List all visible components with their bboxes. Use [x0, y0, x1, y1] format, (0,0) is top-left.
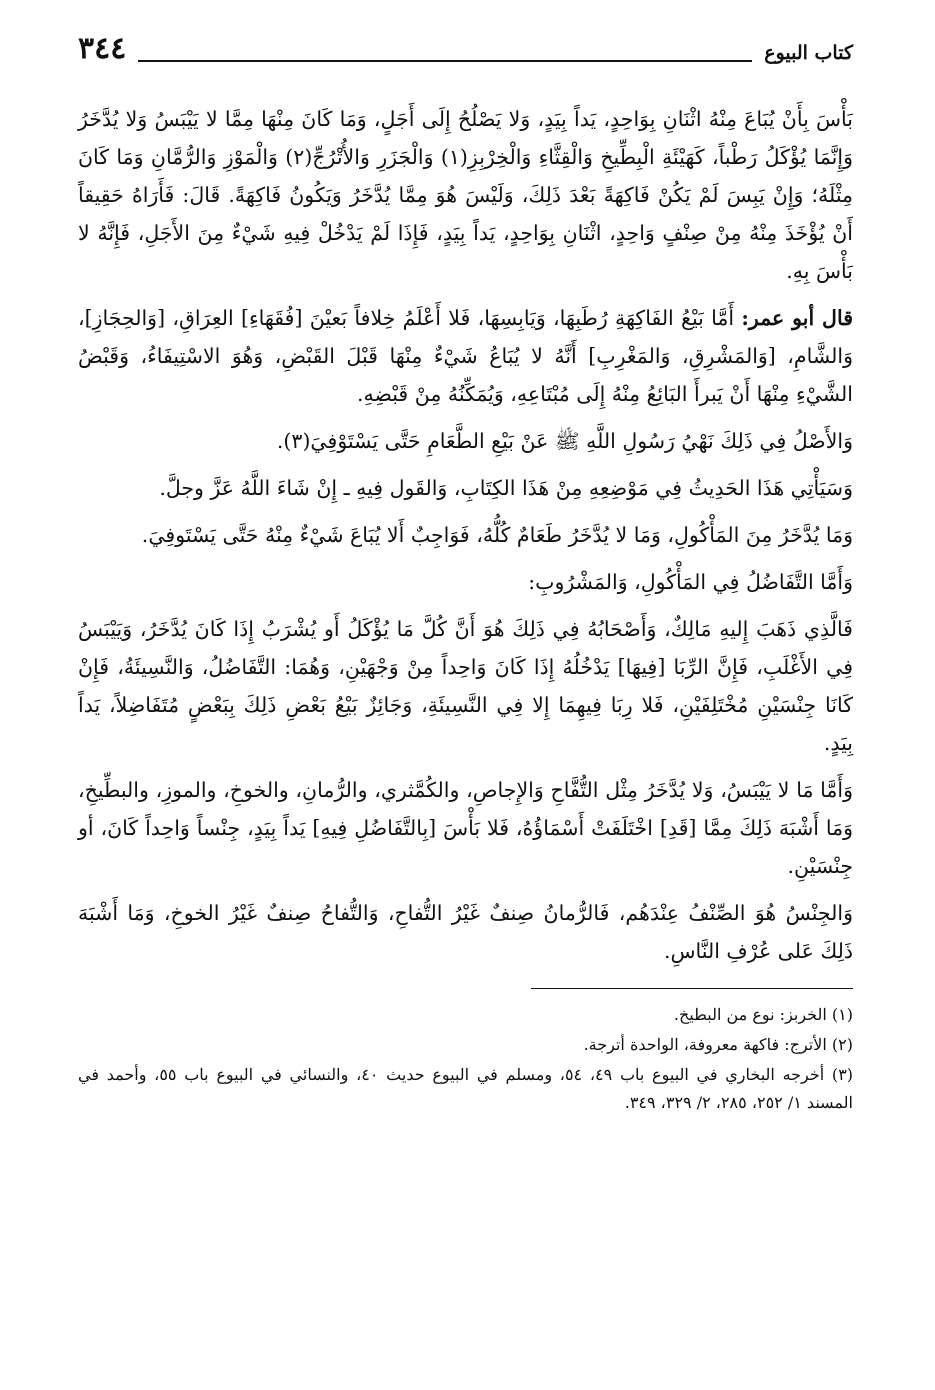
paragraph: وَأَمَّا التَّفَاضُلُ فِي المَأْكُولِ، وَالمَشْرُوبِ: — [528, 570, 853, 594]
footnote-2: (٢) الأترج: فاكهة معروفة، الواحدة أترجة. — [583, 1035, 853, 1054]
header-rule — [138, 60, 752, 62]
body-text — [78, 100, 853, 970]
footnote-1: (١) الخربز: نوع من البطيخ. — [673, 1005, 853, 1024]
paragraph: وَمَا يُدَّخَرُ مِنَ المَأْكُولِ، وَمَا لا يُدَّخَرُ طَعَامٌ كُلُّهُ، فَوَاجِبٌ أَلا يُبَاعَ شَيْءٌ مِنْهُ حَتَّى يَسْتَوفِيَ. — [141, 523, 853, 547]
footnote-separator — [531, 988, 853, 989]
paragraph: وَأَمَّا مَا لا يَيْبَسُ، وَلا يُدَّخَرُ مِثْل التُّفَّاحِ وَالإِجاصِ، والكُمَّثري، والرُّمانِ، والخوخِ، والموزِ، والبطِّيخِ، وَمَا أَشْبَهَ ذَلِكَ مِمَّا [قَدِ] اخْتَلَفَتْ أَسْمَاؤُهُ، فَلا بَأْسَ [بِالتَّفَاضُلِ فِيهِ] يَداً بِيَدٍ، جِنْساً وَاحِداً كَانَ، أو جِنْسَيْنِ. — [78, 778, 853, 878]
paragraph: وَالجِنْسُ هُوَ الصِّنْفُ عِنْدَهُم، فَالرُّمانُ صِنفٌ غَيْرُ التُّفاحِ، وَالتُّفاحُ صِنفٌ غَيْرُ الخوخِ، وَمَا أَشْبَهَ ذَلِكَ عَلى عُرْفِ النَّاسِ. — [78, 901, 853, 963]
page-number: ٣٤٤ — [78, 31, 127, 66]
running-header — [78, 30, 853, 64]
paragraph: قال أبو عمر: أَمَّا بَيْعُ الفَاكِهَةِ رُطَبِهَا، وَيَابِسِهَا، فَلا أَعْلَمُ خِلافاً بَعيْنَ [فُقَهَاءِ] العِرَاقِ، [وَالحِجَازِ]، وَالشَّامِ، [وَالمَشْرِقِ، وَالمَغْرِبِ] أَنَّهُ لا يُبَاعُ شَيْءٌ مِنْهَا قَبْلَ القَبْضِ، وَهُوَ الاسْتِيفَاءُ، وَقَبْضُ الشَّيْءِ مِنْهَا أَنْ يَبرأَ البَائِعُ مِنْهُ إِلَى مُبْتَاعِهِ، وَيُمَكِّنُهُ مِنْ قَبْضِهِ. — [78, 306, 853, 406]
footnote-3: (٣) أخرجه البخاري في البيوع باب ٤٩، ٥٤، ومسلم في البيوع حديث ٤٠، والنسائي في البيوع باب ٥٥، وأحمد في المسند ١/ ٢٥٢، ٢٨٥، ٢/ ٣٢٩، ٣٤٩. — [78, 1065, 854, 1112]
book-title: كتاب البيوع — [764, 42, 853, 64]
footnotes — [78, 1001, 853, 1117]
paragraph: فَالَّذِي ذَهَبَ إِليهِ مَالِكٌ، وَأَصْحَابُهُ فِي ذَلِكَ هُوَ أَنَّ كُلَّ مَا يُؤْكَلُ أَو يُشْرَبُ إِذَا كَانَ يُدَّخَرُ، وَيَيْبَسُ فِي الأَغْلَبِ، فَإِنَّ الرِّبَا [فِيهَا] يَدْخُلُهُ إِذَا كَانَ وَاحِداً مِنْ وَجْهَيْنِ، وَهُمَا: التَّفَاضُلُ، وَالنَّسِيئَةُ، فَإِنْ كَانَا جِنْسَيْنِ مُخْتَلِفَيْنِ، فَلا رِبَا فِيهِمَا إِلا فِي النَّسِيئَةِ، وَجَائِزٌ بَيْعُ بَعْضِ ذَلِكَ بِبَعْضٍ مُتَفَاضِلاً، يَداً بِيَدٍ. — [78, 617, 853, 755]
paragraph: وَسَيَأْتِي هَذَا الحَدِيثُ فِي مَوْضِعِهِ مِنْ هَذَا الكِتَابِ، وَالقَول فِيهِ ـ إِنْ شَاءَ اللَّهُ عَزَّ وجلَّ. — [159, 476, 853, 500]
paragraph: وَالأَصْلُ فِي ذَلِكَ نَهْيُ رَسُولِ اللَّهِ ﷺ عَنْ بَيْعِ الطَّعَامِ حَتَّى يَسْتَوْفِيَ(٣). — [276, 429, 853, 453]
speaker-lead: قال أبو عمر: — [741, 306, 853, 330]
paragraph: بَأْسَ بِأَنْ يُبَاعَ مِنْهُ اثْنَانِ بِوَاحِدٍ، يَداً بِيَدٍ، وَلا يَصْلُحُ إِلَى أَجَلٍ، وَمَا كَانَ مِنْهَا مِمَّا لا يَيْبَسُ وَلا يُدَّخَرُ وَإِنَّمَا يُؤْكَلُ رَطْباً، كَهَيْئَةِ الْبِطِّيخِ وَالْقِثَّاءِ وَالْخِرْبِزِ(١) وَالْجَزَرِ وَالأُتْرُجِّ(٢) وَالْمَوْزِ وَالرُّمَّانِ وَمَا كَانَ مِثْلَهُ؛ وَإِنْ يَبِسَ لَمْ يَكُنْ فَاكِهَةً بَعْدَ ذَلِكَ، وَلَيْسَ هُوَ مِمَّا يُدَّخَرُ وَيَكُونُ فَاكِهَةً. قَالَ: فَأَرَاهُ حَقِيقاً أَنْ يُؤْخَذَ مِنْهُ مِنْ صِنْفٍ وَاحِدٍ، اثْنَانِ بِوَاحِدٍ، يَداً بِيَدٍ، فَإِذَا لَمْ يَدْخُلْ فِيهِ شَيْءٌ مِنَ الأَجَلِ، فَإِنَّهُ لا بَأْسَ بِهِ. — [78, 107, 853, 283]
